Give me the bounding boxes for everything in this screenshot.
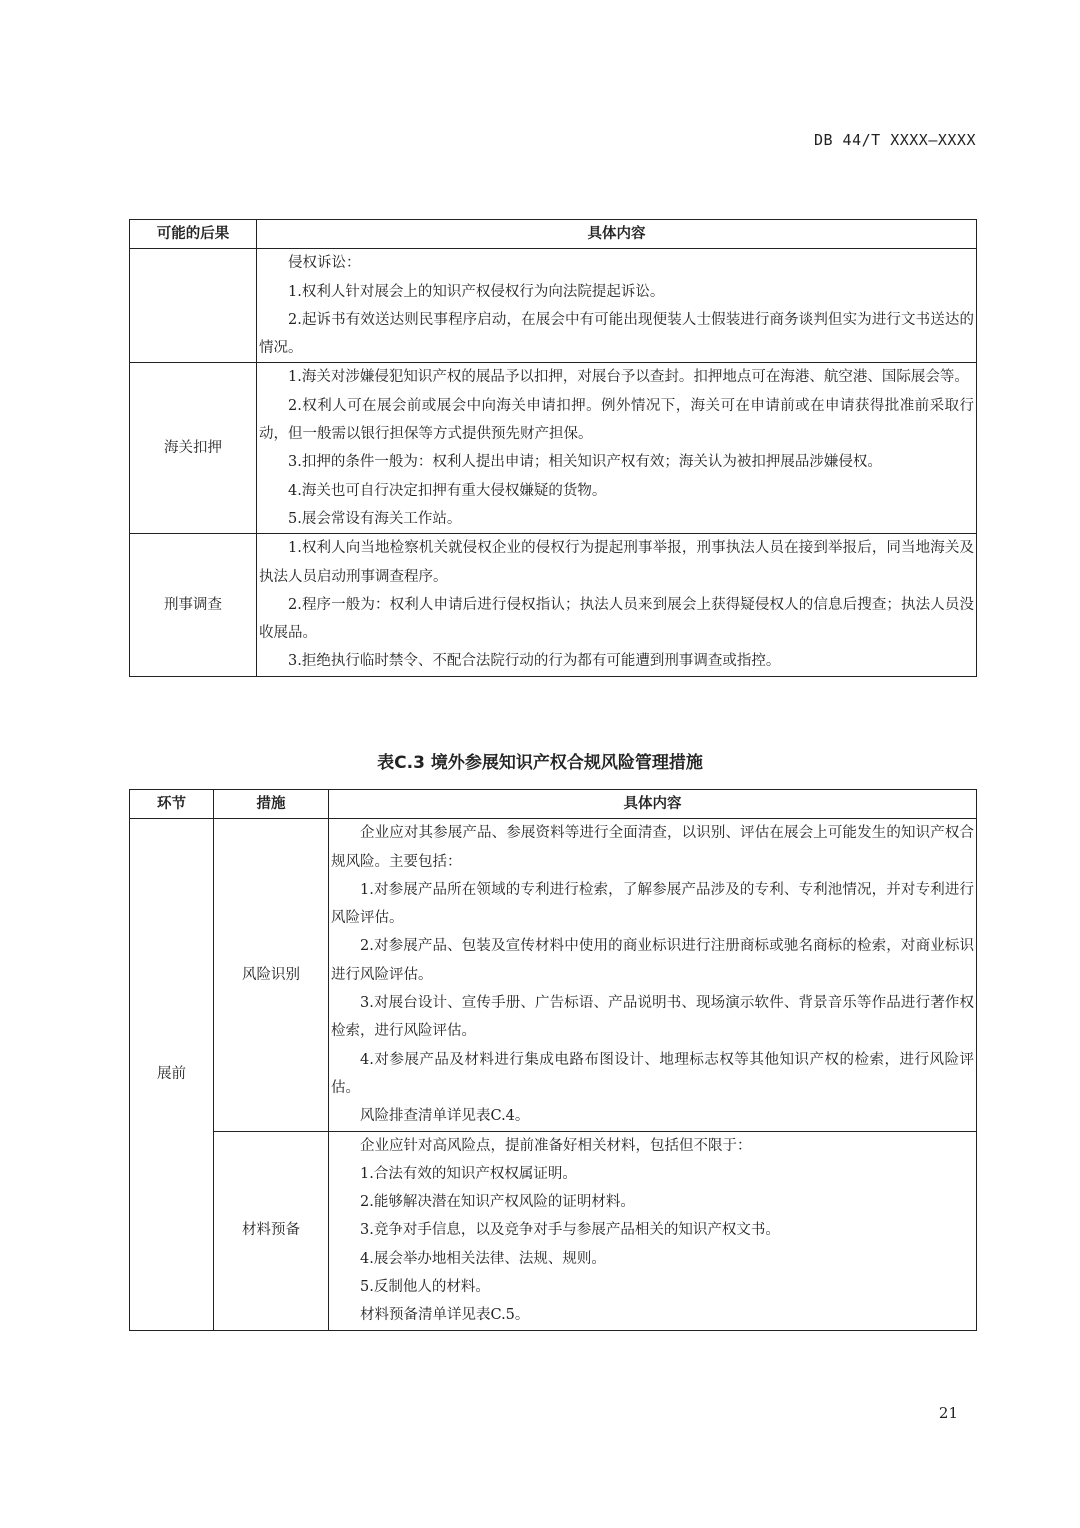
consequences-table [129,219,977,677]
row-label-litigation [130,249,257,363]
stage-label: 展前 [130,819,214,1330]
row-label-criminal-investigation: 刑事调查 [130,534,257,676]
paragraph: 1.海关对涉嫌侵犯知识产权的展品予以扣押，对展台予以查封。扣押地点可在海港、航空港、国际展会等。 [288,369,969,386]
document-code: DB 44/T XXXX—XXXX [813,131,976,149]
paragraph: 4.展会举办地相关法律、法规、规则。 [360,1250,606,1267]
paragraph: 2.能够解决潜在知识产权风险的证明材料。 [360,1194,635,1211]
column-header-measure: 措施 [214,790,329,819]
column-header-stage: 环节 [130,790,214,819]
paragraph: 1.合法有效的知识产权权属证明。 [360,1165,577,1182]
measure-label-risk-identification: 风险识别 [214,819,329,1131]
paragraph: 5.反制他人的材料。 [360,1279,490,1296]
row-label-customs-seizure: 海关扣押 [130,363,257,534]
paragraph: 1.权利人针对展会上的知识产权侵权行为向法院提起诉讼。 [288,283,665,300]
paragraph: 材料预备清单详见表C.5。 [360,1307,530,1324]
paragraph: 3.竞争对手信息，以及竞争对手与参展产品相关的知识产权文书。 [360,1222,780,1239]
table-header-row [130,220,977,249]
paragraph: 企业应针对高风险点，提前准备好相关材料，包括但不限于： [360,1137,752,1154]
measure-content-risk-identification [329,819,977,1131]
paragraph: 侵权诉讼： [288,255,361,272]
row-content-customs-seizure [257,363,977,534]
paragraph: 2.程序一般为：权利人申请后进行侵权指认；执法人员来到展会上获得疑侵权人的信息后搜查；执法人员没收展品。 [259,596,974,642]
measure-content-material-preparation [329,1131,977,1330]
paragraph: 1.对参展产品所在领域的专利进行检索，了解参展产品涉及的专利、专利池情况，并对专利进行风险评估。 [331,881,974,927]
paragraph: 5.展会常设有海关工作站。 [288,510,462,527]
paragraph: 2.对参展产品、包装及宣传材料中使用的商业标识进行注册商标或驰名商标的检索，对商业标识进行风险评估。 [331,938,974,983]
column-header-content: 具体内容 [329,790,977,819]
paragraph: 3.拒绝执行临时禁令、不配合法院行动的行为都有可能遭到刑事调查或指控。 [288,653,781,670]
page-number: 21 [938,1404,958,1422]
paragraph: 3.扣押的条件一般为：权利人提出申请；相关知识产权有效；海关认为被扣押展品涉嫌侵权。 [288,454,882,471]
risk-measures-table [129,789,977,1331]
paragraph: 企业应对其参展产品、参展资料等进行全面清查，以识别、评估在展会上可能发生的知识产权合规风险。主要包括： [331,825,974,870]
column-header-consequence: 可能的后果 [130,220,257,249]
table-header-row [130,790,977,819]
paragraph: 3.对展台设计、宣传手册、广告标语、产品说明书、现场演示软件、背景音乐等作品进行著作权检索，进行风险评估。 [331,995,974,1040]
paragraph: 1.权利人向当地检察机关就侵权企业的侵权行为提起刑事举报，刑事执法人员在接到举报后，同当地海关及执法人员启动刑事调查程序。 [259,540,974,585]
row-content-criminal-investigation [257,534,977,676]
paragraph: 4.对参展产品及材料进行集成电路布图设计、地理标志权等其他知识产权的检索，进行风险评估。 [331,1051,974,1096]
paragraph: 2.起诉书有效送达则民事程序启动，在展会中有可能出现便装人士假装进行商务谈判但实为进行文书送达的情况。 [259,311,974,357]
column-header-content: 具体内容 [257,220,977,249]
table-row [130,1131,977,1330]
measure-label-material-preparation: 材料预备 [214,1131,329,1330]
table-row [130,819,977,1131]
paragraph: 风险排查清单详见表C.4。 [360,1108,530,1125]
paragraph: 4.海关也可自行决定扣押有重大侵权嫌疑的货物。 [288,482,607,499]
table-row [130,534,977,676]
table-row [130,363,977,534]
table-row [130,249,977,363]
row-content-litigation [257,249,977,363]
table-title: 表C.3 境外参展知识产权合规风险管理措施 [377,753,703,773]
paragraph: 2.权利人可在展会前或展会中向海关申请扣押。例外情况下，海关可在申请前或在申请获得批准前采取行动，但一般需以银行担保等方式提供预先财产担保。 [259,397,974,443]
